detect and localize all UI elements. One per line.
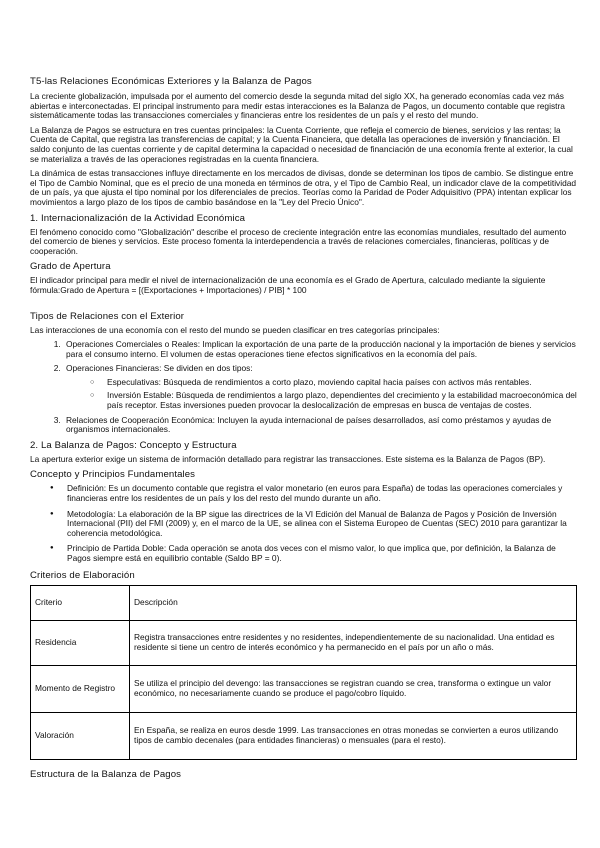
tipos-relaciones-heading: Tipos de Relaciones con el Exterior: [30, 310, 185, 322]
estructura-balanza-heading: Estructura de la Balanza de Pagos: [30, 768, 182, 780]
table-cell-descripcion: En España, se realiza en euros desde 1999. Las transacciones en otras monedas se convierten a euros utilizando tipos de cambio decenales (para entidades financieras) o mensuales (para el resto).: [130, 712, 577, 759]
grado-apertura-formula: El indicador principal para medir el nivel de internacionalización de una economía es el Grado de Apertura, calculado mediante la siguiente fórmula:Grado de Apertura = [(Exportaciones + Importaciones) / PIB] * 100: [30, 275, 546, 295]
globalizacion-paragraph: El fenómeno conocido como "Globalización" describe el proceso de creciente integración entre las economías mundiales, resultado del aumento del comercio de bienes y servicios. Este proceso fomenta la interdependencia a través de relaciones comerciales, financieras, políticas y de cooperación.: [30, 226, 567, 256]
table-header-cell: Criterio: [31, 585, 130, 620]
balanza-pagos-paragraph: La apertura exterior exige un sistema de información detallado para registrar las transacciones. Este sistema es la Balanza de Pagos (BP).: [30, 453, 546, 464]
grado-apertura-heading: Grado de Apertura: [30, 261, 111, 273]
intro-paragraph-3: La dinámica de estas transacciones influye directamente en los mercados de divisas, donde se determinan los tipos de cambio. Se distingue entre el Tipo de Cambio Nominal, que es el precio de una moneda en términos de otra, y el Tipo de Cambio Real, un indicador clave de la competitividad de un país, ya que ajusta el tipo nominal por los diferenciales de precios. Teorías como la Paridad de Poder Adquisitivo (PPA) intentan explicar los movimientos a largo plazo de los tipos de cambio basándose en la "Ley del Precio Único".: [30, 168, 577, 207]
operaciones-financieras-sublist: [66, 378, 578, 411]
criterios-elaboracion-heading: Criterios de Elaboración: [30, 569, 135, 581]
list-item-text: Relaciones de Cooperación Económica: Incluyen la ayuda internacional de países desarrollados, así como préstamos y ayudas de organismos internacionales.: [66, 414, 552, 435]
table-header-cell: Descripción: [130, 585, 577, 620]
section-1-heading: 1. Internacionalización de la Actividad Económica: [30, 212, 246, 224]
bullet-partida-doble: ● Principio de Partida Doble: Cada operación se anota dos veces con el mismo valor, lo que implica que, por definición, la Balanza de Pagos siempre está en equilibrio contable (Saldo BP = 0).: [50, 544, 578, 563]
intro-paragraph-2: La Balanza de Pagos se estructura en tres cuentas principales: la Cuenta Corriente, que refleja el comercio de bienes, servicios y las rentas; la Cuenta de Capital, que registra las transferencias de capital; y la Cuenta Financiera, que detalla las operaciones de inversión y financiación. El saldo conjunto de las cuentas corriente y de capital determina la capacidad o necesidad de financiación de una economía frente al exterior, la cual se materializa a través de las operaciones registradas en la cuenta financiera.: [30, 124, 573, 164]
list-item-operaciones-comerciales: [63, 340, 578, 359]
table-cell-descripcion: Registra transacciones entre residentes y no residentes, independientemente de su nacionalidad. Una entidad es residente si tiene un centro de interés económico y ha permanecido en el país por un año o más.: [130, 620, 577, 665]
list-item-cooperacion-economica: [63, 416, 578, 435]
sublist-item-inversion-estable: ○ Inversión Estable: Búsqueda de rendimientos a largo plazo, dependientes del crecimiento y la estabilidad macroeconómica del país receptor. Estas inversiones pueden provocar la deslocalización de empresas en busca de ventajas de costes.: [90, 391, 578, 410]
sublist-item-especulativas: ○ Especulativas: Búsqueda de rendimientos a corto plazo, moviendo capital hacia países con activos más rentables.: [90, 378, 578, 388]
table-row: [31, 620, 577, 665]
bullet-definicion: ● Definición: Es un documento contable que registra el valor monetario (en euros para España) de todas las operaciones comerciales y financieras entre los residentes de un país y los del resto del mundo durante un año.: [50, 484, 578, 503]
tipos-relaciones-list: [30, 340, 578, 435]
table-row: [31, 665, 577, 712]
tipos-relaciones-intro: Las interacciones de una economía con el resto del mundo se pueden clasificar en tres categorías principales:: [30, 324, 440, 335]
bullet-metodologia: ● Metodología: La elaboración de la BP sigue las directrices de la VI Edición del Manual de Balanza de Pagos y Posición de Inversión Internacional (PII) del FMI (2009) y, en el marco de la UE, se alinea con el Sistema Europeo de Cuentas (SEC) 2010 para garantizar la coherencia metodológica.: [50, 510, 578, 539]
list-item-operaciones-financieras: [63, 364, 578, 410]
document-page: [30, 76, 578, 784]
section-2-heading: 2. La Balanza de Pagos: Concepto y Estructura: [30, 439, 237, 451]
table-cell-criterio: Residencia: [31, 620, 130, 665]
intro-paragraph-1: La creciente globalización, impulsada por el aumento del comercio desde la segunda mitad del siglo XX, ha generado economías cada vez más abiertas e interconectadas. El principal instrumento para medir estas interacciones es la Balanza de Pagos, un documento contable que registra sistemáticamente todas las transacciones comerciales y financieras entre los residentes de un país y el resto del mundo.: [30, 91, 565, 121]
table-cell-criterio: Valoración: [31, 712, 130, 759]
table-cell-descripcion: Se utiliza el principio del devengo: las transacciones se registran cuando se crea, transforma o extingue un valor económico, no necesariamente cuando se produce el pago/cobro líquido.: [130, 665, 577, 712]
concepto-principios-list: [30, 484, 578, 563]
criterios-table: [30, 585, 577, 760]
table-header-row: [31, 585, 577, 620]
list-item-text: Operaciones Financieras: Se dividen en dos tipos:: [66, 363, 253, 374]
list-item-text: Operaciones Comerciales o Reales: Implican la exportación de una parte de la producción nacional y la importación de bienes y servicios para el consumo interno. El volumen de estas operaciones tiene efectos significativos en la economía del país.: [66, 339, 576, 359]
table-cell-criterio: Momento de Registro: [31, 665, 130, 712]
concepto-principios-heading: Concepto y Principios Fundamentales: [30, 469, 196, 481]
document-title: T5-las Relaciones Económicas Exteriores y la Balanza de Pagos: [30, 76, 312, 87]
table-row: [31, 712, 577, 759]
